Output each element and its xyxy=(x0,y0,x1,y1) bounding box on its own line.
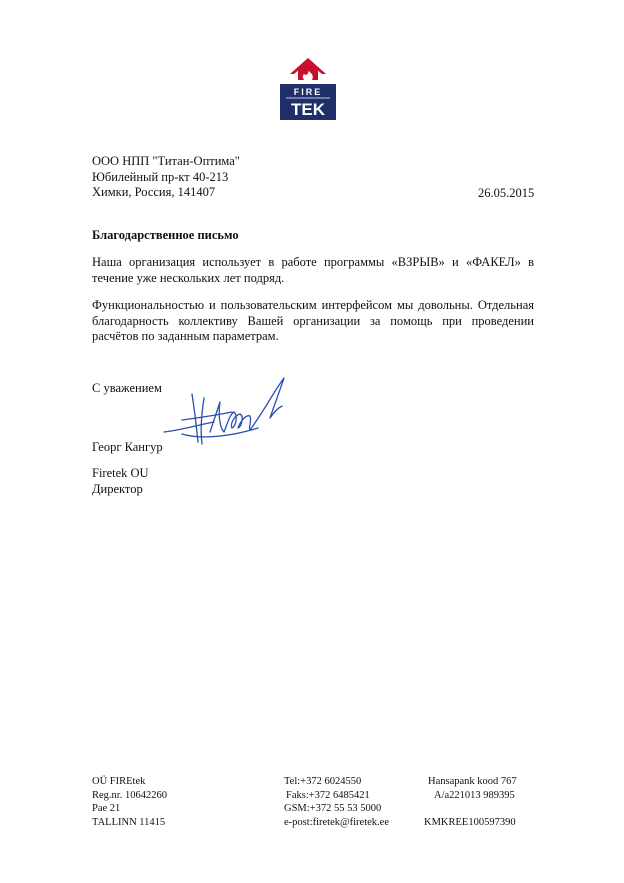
company-name: Firetek OU xyxy=(92,466,149,480)
company-title: Директор xyxy=(92,481,143,496)
footer-column-contacts xyxy=(284,775,389,829)
recipient-line: Химки, Россия, 141407 xyxy=(92,185,216,199)
footer-line: TALLINN 11415 xyxy=(92,816,166,828)
letter-paragraph: Функциональностью и пользовательским интерфейсом мы довольны. Отдельная благодарность коллективу Вашей организации за помощь при проведении расчётов по заданным параметрам. xyxy=(92,298,534,343)
footer-line: Tel:+372 6024550 xyxy=(284,776,362,787)
footer-line: KMKREE100597390 xyxy=(424,816,516,828)
footer-column-bank xyxy=(424,775,517,829)
footer-line: Pae 21 xyxy=(92,803,121,814)
footer-line xyxy=(424,802,517,816)
footer-line: GSM:+372 55 53 5000 xyxy=(284,803,382,814)
footer-line: e-post:firetek@firetek.ee xyxy=(284,816,389,828)
firetek-logo xyxy=(276,52,340,122)
footer-line: Faks:+372 6485421 xyxy=(286,789,370,801)
signer-name: Георг Кангур xyxy=(92,440,163,454)
signer-company xyxy=(92,466,149,497)
footer-line: Reg.nr. 10642260 xyxy=(92,789,167,801)
footer-line: OÜ FIREtek xyxy=(92,776,146,787)
letter-subject: Благодарственное письмо xyxy=(92,228,239,242)
footer-line: A/a221013 989395 xyxy=(434,789,515,801)
footer-column-company xyxy=(92,775,167,829)
logo-text-fire: FIRE xyxy=(293,87,323,97)
recipient-address xyxy=(92,154,240,201)
letter-paragraph: Наша организация использует в работе программы «ВЗРЫВ» и «ФАКЕЛ» в течение уже нескольких лет подряд. xyxy=(92,255,534,285)
recipient-line: ООО НПП "Титан-Оптима" xyxy=(92,154,240,168)
letter-closing: С уважением xyxy=(92,381,162,395)
footer-line: Hansapank kood 767 xyxy=(428,776,517,787)
logo-text-tek: TEK xyxy=(291,100,325,119)
letter-date: 26.05.2015 xyxy=(478,186,535,200)
recipient-line: Юбилейный пр-кт 40-213 xyxy=(92,169,229,184)
handwritten-signature xyxy=(162,372,302,452)
